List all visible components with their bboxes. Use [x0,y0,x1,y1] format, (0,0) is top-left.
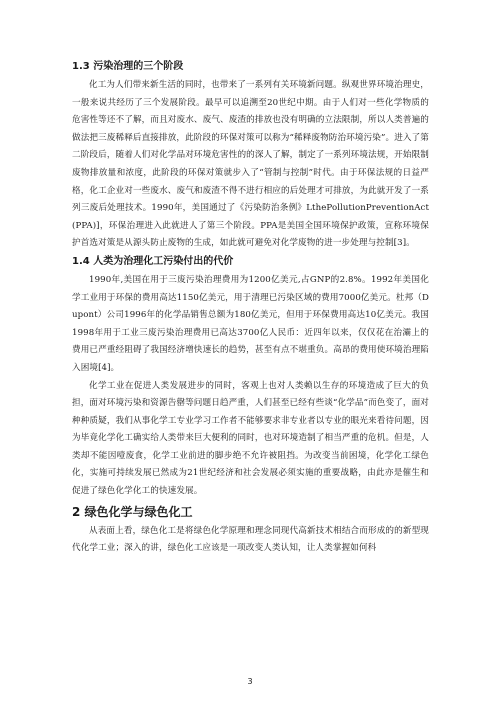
document-body [72,60,429,558]
section-heading-1-3: 1.3 污染治理的三个阶段 [72,61,184,72]
paragraph-pollution-stages: 化工为人们带来新生活的同时，也带来了一系列有关环境新问题。纵观世界环境治理史，一般来说共经历了三个发展阶段。最早可以追溯至20世纪中期。由于人们对一些化学物质的危害性等还不了解，而且对废水、废气、废渣的排放也没有明确的立法限制，所以人类普遍的做法把三废稀释后直接排放，此阶段的环保对策可以称为“稀释废物防治环境污染”。进入了第二阶段后，随着人们对化学品对环境危害性的的深人了解，制定了一系列环境法规，开始限制废物排放量和浓度，此阶段的环保对策就步入了“管制与控制”时代。由于环保法规的日益严格，化工企业对一些废水、废气和废渣不得不进行相应的后处理才可排放，为此就开发了一系列三废后处理技术。1990年，美国通过了《污染防治条例》LthePollutionPreventionAct(PPA)]，环保治理进入此就进人了第三个阶段。PPA是美国全国环境保护政策，宣称环境保护首选对策是从源头防止废物的生成，如此就可避免对化学废物的进一步处理与控制[3]。 [72,80,429,249]
paragraph-cost-figures: 1990年,美国在用于三废污染治理费用为1200亿美元,占GNP的2.8%。1992年美国化学工业用于环保的费用高达1150亿美元，用于清理已污染区域的费用7000亿美元。杜邦（Dupont）公司1996年的化学品销售总额为180亿美元，但用于环保费用高达10亿美元。我国1998年用于工业三废污染治理费用已高达3700亿人民币：近四年以来，仅仅花在治灞上的费用已严重经阻碍了我国经济增快速长的趋势，甚至有点不堪重负。高昂的费用使环境治理陷入困境[4]。 [72,274,429,373]
section-heading-1-4: 1.4 人类为治理化工污染付出的代价 [72,255,234,267]
page-number: 3 [247,677,253,686]
paragraph-green-chemistry-intro: 从表面上看，绿色化工是将绿色化学原理和理念同现代高新技术相结合而形成的的新型现代化学工业；深入的讲，绿色化工应该是一项改变人类认知，让人类掌握如何科 [72,525,429,554]
paragraph-chemical-industry-burden: 化学工业在促进人类发展进步的同时，客观上也对人类赖以生存的环境造成了巨大的负担，面对环境污染和资源告罄等问题日趋严重，人们甚至已经有些谈“化学品”而色变了，面对种种质疑，我们从事化学工专业学习工作者不能够要求非专业者以专业的眼光来看待问题，因为毕竟化学化工确实给人类带来巨大便利的同时，也对环境造制了相当严重的危机。但是，人类却不能因噎废食，化学工业前进的脚步绝不允许被阻挡。为改变当前困境，化学化工绿色化，实施可持续发展已然成为21世纪经济和社会发展必须实施的重要战略，由此亦是催生和促进了绿色化学化工的快速发展。 [72,380,429,497]
section-heading-2: 2 绿色化学与绿色化工 [72,504,193,519]
